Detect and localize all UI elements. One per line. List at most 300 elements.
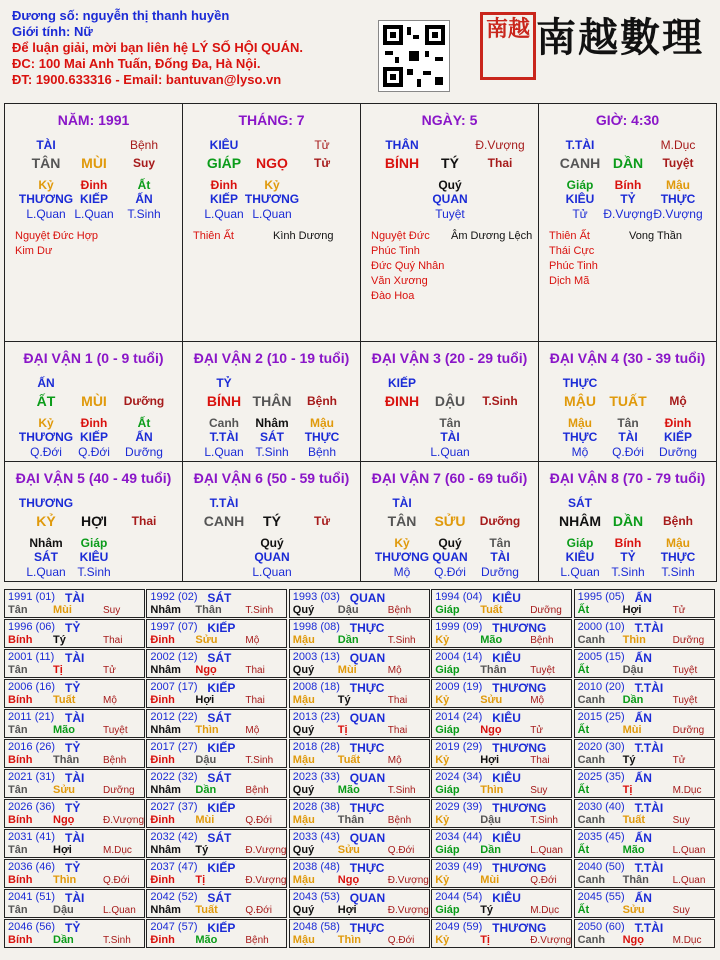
year-can: Bính	[8, 814, 33, 826]
year-cell	[574, 589, 715, 618]
pillar-cell	[182, 103, 361, 342]
cell-gods-text: SÁT	[34, 550, 58, 564]
year-label: 2005 (15)	[577, 651, 625, 663]
cell-phases-text: Tuyệt	[435, 207, 465, 221]
cell-mid-text: Thai	[131, 514, 157, 528]
year-label: 2008 (18)	[292, 681, 340, 693]
year-cell	[4, 739, 145, 768]
year-label: 2041 (51)	[8, 891, 56, 903]
cell-title: ĐẠI VẬN 1 (0 - 9 tuổi)	[23, 350, 164, 366]
year-chi: Hợi	[480, 754, 500, 766]
year-label: 1993 (03)	[292, 591, 340, 603]
year-label: 2024 (34)	[435, 771, 483, 783]
cell-top-text: TÀI	[392, 496, 412, 510]
cell-phases-text: Đ.Vượng	[653, 207, 703, 221]
year-can: Bính	[8, 634, 33, 646]
cell-hidden-text: Quý	[438, 178, 462, 192]
cell-gods-text: THỰC	[562, 430, 598, 444]
year-cell	[574, 919, 715, 948]
note-text: Dịch Mã	[549, 275, 590, 287]
year-phase: Đ.Vượng	[387, 875, 429, 886]
year-star: QUAN	[349, 651, 386, 665]
cell-mid-text: BÍNH	[206, 393, 242, 409]
cell-mid-text: TÝ	[441, 155, 459, 171]
year-phase: Dưỡng	[103, 785, 135, 796]
cell-hidden-text: Quý	[438, 536, 462, 550]
year-phase: T.Sinh	[387, 635, 416, 646]
year-cell	[574, 889, 715, 918]
year-phase: Mộ	[387, 755, 402, 766]
cell-phases-text: L.Quan	[430, 445, 470, 459]
year-label: 2026 (36)	[8, 801, 56, 813]
cell-mid-text: ĐINH	[384, 393, 420, 409]
year-chi: Dần	[337, 634, 359, 646]
year-can: Đinh	[150, 634, 175, 646]
year-phase: Đ.Vượng	[245, 845, 287, 856]
year-cell	[574, 739, 715, 768]
cell-mid-text: Dưỡng	[123, 394, 165, 408]
cell-top-text: T.TÀI	[209, 496, 239, 510]
year-phase: Q.Đới	[530, 875, 557, 886]
cell-hidden-text: Tân	[617, 416, 639, 430]
year-phase: Đ.Vượng	[387, 905, 429, 916]
year-cell	[289, 769, 430, 798]
year-phase: T.Sinh	[103, 935, 131, 946]
cell-hidden-text: Giáp	[80, 536, 108, 550]
year-can: Nhâm	[150, 724, 181, 736]
pillar-cell	[360, 103, 539, 342]
note-text: Nguyệt Đức	[371, 230, 430, 242]
year-phase: Thai	[387, 695, 408, 706]
year-star: THỰC	[349, 741, 385, 755]
year-can: Kỷ	[435, 814, 450, 826]
cell-title: THÁNG: 7	[238, 112, 305, 128]
year-label: 2032 (42)	[150, 831, 198, 843]
cell-phases-text: T.Sinh	[127, 207, 161, 221]
note-text: Phúc Tinh	[549, 260, 598, 272]
cell-gods-text: TỶ	[620, 192, 636, 206]
cell-phases-text: Q.Đới	[434, 565, 466, 579]
cell-top-text: KIẾP	[387, 376, 416, 390]
year-cell	[146, 769, 287, 798]
year-can: Nhâm	[150, 844, 181, 856]
year-can: Ất	[577, 784, 590, 796]
year-cell	[574, 649, 715, 678]
year-chi: Dần	[622, 694, 644, 706]
year-chi: Tý	[195, 844, 209, 856]
year-star: TÀI	[65, 771, 85, 785]
year-phase: Thai	[530, 755, 550, 766]
year-chi: Mão	[337, 784, 360, 796]
year-star: KIÊU	[492, 891, 521, 905]
year-label: 2033 (43)	[292, 831, 340, 843]
year-star: SÁT	[207, 891, 232, 905]
year-phase: Thai	[245, 665, 265, 676]
year-chi: Sửu	[622, 904, 645, 916]
year-chi: Mùi	[337, 664, 357, 676]
year-phase: Đ.Vượng	[103, 815, 145, 826]
year-cell	[431, 649, 572, 678]
year-chi: Ngọ	[337, 874, 360, 886]
year-label: 2006 (16)	[8, 681, 56, 693]
year-label: 2020 (30)	[577, 741, 625, 753]
cell-hidden-text: Ất	[137, 178, 151, 192]
cell-hidden-text: Giáp	[566, 536, 594, 550]
year-phase: Dưỡng	[530, 605, 562, 616]
year-phase: Q.Đới	[387, 935, 415, 946]
cell-phases-text: L.Quan	[204, 445, 244, 459]
year-star: TÀI	[65, 651, 85, 665]
year-label: 1994 (04)	[435, 591, 483, 603]
year-cell	[289, 859, 430, 888]
year-label: 2042 (52)	[150, 891, 198, 903]
year-phase: Bệnh	[103, 755, 127, 766]
year-chi: Thìn	[480, 784, 504, 796]
year-can: Canh	[577, 814, 606, 826]
cell-top-text: Tử	[314, 138, 330, 152]
year-chi: Dần	[480, 844, 501, 856]
cell-top-text: M.Dục	[660, 138, 696, 152]
year-star: KIẾP	[207, 801, 236, 815]
year-chi: Tý	[480, 904, 494, 916]
year-chi: Ngọ	[53, 814, 75, 826]
cell-title: NĂM: 1991	[57, 112, 130, 128]
note-text: Vong Thần	[629, 230, 683, 242]
year-label: 2028 (38)	[292, 801, 340, 813]
cell-gods-text: KIÊU	[565, 192, 595, 206]
year-cell	[574, 799, 715, 828]
year-cell	[431, 889, 572, 918]
year-phase: Bệnh	[245, 785, 269, 796]
cell-phases-text: Q.Đới	[612, 445, 644, 459]
year-label: 2015 (25)	[577, 711, 625, 723]
year-star: KIÊU	[492, 591, 521, 605]
year-chi: Hợi	[195, 694, 215, 706]
year-cell	[4, 829, 145, 858]
year-star: ẤN	[634, 711, 652, 725]
cell-hidden-text: Giáp	[566, 178, 594, 192]
cell-mid-text: CANH	[203, 513, 245, 529]
year-cell	[146, 889, 287, 918]
year-can: Canh	[577, 754, 606, 766]
year-star: ẤN	[634, 591, 652, 605]
year-star: KIẾP	[207, 741, 236, 755]
year-phase: Mộ	[245, 725, 260, 736]
year-can: Quý	[292, 604, 315, 616]
year-phase: Tuyệt	[672, 665, 698, 676]
year-can: Canh	[577, 934, 606, 946]
cell-top-text: Đ.Vượng	[475, 138, 525, 152]
cell-phases-text: Tử	[572, 207, 588, 221]
note-text: Kình Dương	[273, 230, 334, 242]
year-chi: Sửu	[195, 634, 218, 646]
year-can: Đinh	[150, 814, 175, 826]
qr-code-icon[interactable]	[378, 20, 450, 92]
year-chi: Tị	[53, 664, 63, 676]
year-cell	[431, 679, 572, 708]
cell-mid-text: DẦN	[612, 513, 644, 529]
cell-hidden-text: Mậu	[310, 416, 334, 430]
cell-gods-text: THƯƠNG	[374, 550, 430, 564]
cell-top-text: SÁT	[568, 496, 592, 510]
cell-gods-text: KIẾP	[209, 192, 238, 206]
year-can: Nhâm	[150, 664, 181, 676]
year-chi: Tuất	[53, 694, 76, 706]
year-cell	[289, 919, 430, 948]
year-can: Tân	[8, 844, 28, 856]
year-phase: Tử	[530, 725, 543, 736]
pillar-cell	[4, 103, 183, 342]
year-can: Bính	[8, 754, 33, 766]
note-text: Âm Dương Lệch	[451, 230, 533, 242]
year-chi: Dậu	[53, 904, 74, 916]
year-phase: Tử	[103, 665, 116, 676]
year-phase: Tuyệt	[672, 695, 698, 706]
year-label: 2023 (33)	[292, 771, 340, 783]
year-chi: Tuất	[480, 604, 503, 616]
year-chi: Hợi	[53, 844, 72, 856]
cell-mid-text: Suy	[132, 156, 155, 170]
year-label: 2035 (45)	[577, 831, 625, 843]
cell-mid-text: SỬU	[434, 513, 466, 529]
cell-hidden-text: Mậu	[568, 416, 592, 430]
year-can: Nhâm	[150, 784, 181, 796]
cell-hidden-text: Ất	[137, 416, 151, 430]
note-text: Đức Quý Nhân	[371, 260, 445, 272]
year-label: 2027 (37)	[150, 801, 198, 813]
year-star: KIẾP	[207, 921, 236, 935]
year-cell	[4, 769, 145, 798]
year-chi: Tuất	[622, 814, 645, 826]
year-cell	[431, 589, 572, 618]
cell-mid-text: CANH	[559, 155, 601, 171]
year-chi: Dậu	[337, 604, 359, 616]
year-label: 1992 (02)	[150, 591, 198, 603]
dai-van-cell	[4, 461, 183, 582]
cell-phases-text: Đ.Vượng	[603, 207, 653, 221]
cell-title: NGÀY: 5	[421, 112, 478, 128]
year-cell	[289, 889, 430, 918]
cell-phases-text: Q.Đới	[30, 445, 62, 459]
dai-van-cell	[4, 341, 183, 462]
year-star: ẤN	[634, 891, 652, 905]
year-star: THỰC	[349, 921, 385, 935]
dai-van-cell	[360, 341, 539, 462]
year-star: TỶ	[65, 801, 81, 815]
note-text: Đào Hoa	[371, 290, 415, 302]
cell-mid-text: MẬU	[564, 393, 596, 409]
year-can: Canh	[577, 694, 606, 706]
year-phase: Thai	[387, 725, 408, 736]
year-can: Giáp	[435, 724, 460, 736]
cell-phases-text: Dưỡng	[481, 565, 519, 579]
gioi-tinh: Giới tính: Nữ	[12, 24, 93, 39]
year-star: THỰC	[349, 801, 385, 815]
year-chi: Mão	[53, 724, 75, 736]
year-chi: Sửu	[337, 844, 360, 856]
year-phase: Thai	[103, 635, 123, 646]
year-phase: Mộ	[387, 665, 402, 676]
year-phase: Tử	[672, 605, 686, 616]
cell-hidden-text: Canh	[209, 416, 239, 430]
year-star: SÁT	[207, 591, 232, 605]
year-can: Tân	[8, 724, 28, 736]
year-can: Canh	[577, 634, 606, 646]
year-can: Kỷ	[435, 694, 450, 706]
year-phase: Tuyệt	[530, 665, 555, 676]
year-can: Bính	[8, 874, 33, 886]
year-can: Đinh	[150, 694, 175, 706]
cell-hidden-text: Đinh	[80, 416, 108, 430]
cell-top-text: Bệnh	[129, 138, 159, 152]
year-cell	[431, 739, 572, 768]
cell-hidden-text: Tân	[439, 416, 461, 430]
cell-gods-text: TÀI	[440, 430, 460, 444]
year-cell	[4, 889, 145, 918]
year-cell	[574, 859, 715, 888]
year-phase: Mộ	[245, 635, 260, 646]
year-label: 2044 (54)	[435, 891, 483, 903]
year-chi: Thìn	[622, 634, 646, 646]
year-can: Ất	[577, 604, 590, 616]
year-phase: Thai	[245, 695, 265, 706]
cell-phases-text: Bệnh	[307, 445, 337, 459]
year-phase: Bệnh	[387, 815, 412, 826]
year-cell	[431, 799, 572, 828]
year-can: Kỷ	[435, 634, 450, 646]
cell-mid-text: DẬU	[434, 393, 466, 409]
year-can: Giáp	[435, 904, 460, 916]
year-phase: L.Quan	[672, 845, 706, 856]
cell-gods-text: KIÊU	[565, 550, 595, 564]
year-can: Kỷ	[435, 874, 450, 886]
year-can: Quý	[292, 664, 315, 676]
year-phase: L.Quan	[530, 845, 563, 856]
note-text: Thiên Ất	[549, 230, 590, 242]
cell-mid-text: TÝ	[263, 513, 281, 529]
year-label: 1998 (08)	[292, 621, 340, 633]
year-star: T.TÀI	[634, 801, 664, 815]
year-label: 2021 (31)	[8, 771, 56, 783]
cell-hidden-text: Mậu	[666, 536, 690, 550]
cell-hidden-text: Bính	[614, 536, 642, 550]
cell-gods-text: TÀI	[618, 430, 638, 444]
dai-van-cell	[538, 461, 717, 582]
year-star: QUAN	[349, 771, 386, 785]
year-phase: Bệnh	[387, 605, 412, 616]
year-chi: Dậu	[480, 814, 501, 826]
cell-title: ĐẠI VẬN 7 (60 - 69 tuổi)	[371, 470, 528, 486]
year-chi: Mùi	[480, 874, 500, 886]
year-can: Ất	[577, 664, 590, 676]
year-chi: Tý	[53, 634, 66, 646]
note-text: Nguyệt Đức Hợp	[15, 230, 99, 242]
year-can: Mậu	[292, 634, 315, 646]
year-cell	[431, 859, 572, 888]
year-can: Mậu	[292, 934, 315, 946]
cell-mid-text: DẦN	[612, 155, 644, 171]
note-text: Kim Dư	[15, 245, 53, 257]
year-cell	[431, 709, 572, 738]
year-label: 2030 (40)	[577, 801, 625, 813]
cell-mid-text: ẤT	[36, 393, 56, 409]
cell-mid-text: Dưỡng	[479, 514, 521, 528]
dai-van-cell	[182, 341, 361, 462]
year-cell	[4, 649, 145, 678]
year-star: T.TÀI	[634, 921, 664, 935]
year-label: 2036 (46)	[8, 861, 56, 873]
year-star: T.TÀI	[634, 861, 664, 875]
year-star: KIẾP	[207, 681, 236, 695]
year-can: Tân	[8, 604, 28, 616]
year-chi: Mão	[195, 934, 218, 946]
year-phase: T.Sinh	[387, 785, 416, 796]
cell-phases-text: T.Sinh	[611, 565, 645, 579]
cell-hidden-text: Đinh	[80, 178, 108, 192]
cell-hidden-text: Bính	[614, 178, 642, 192]
luan-giai: Để luận giải, mời bạn liên hệ LÝ SỐ HỘI QUÁN.	[12, 40, 303, 55]
year-star: KIẾP	[207, 621, 236, 635]
year-cell	[431, 829, 572, 858]
cell-mid-text: MÙI	[81, 393, 107, 409]
year-label: 2000 (10)	[577, 621, 625, 633]
note-text: Thiên Ất	[193, 230, 234, 242]
cell-top-text: THƯƠNG	[18, 496, 74, 510]
year-label: 2016 (26)	[8, 741, 56, 753]
year-cell	[4, 919, 145, 948]
note-text: Thái Cực	[549, 245, 595, 257]
year-chi: Ngọ	[480, 724, 502, 736]
cell-gods-text: THỰC	[660, 192, 696, 206]
year-star: T.TÀI	[634, 621, 664, 635]
cell-gods-text: QUAN	[432, 192, 468, 206]
year-star: THỰC	[349, 861, 385, 875]
cell-gods-text: ẤN	[135, 430, 153, 444]
year-cell	[289, 589, 430, 618]
year-cell	[289, 739, 430, 768]
cell-title: ĐẠI VẬN 6 (50 - 59 tuổi)	[193, 470, 350, 486]
cell-top-text: TÀI	[36, 138, 56, 152]
year-star: ẤN	[634, 831, 652, 845]
cell-mid-text: BÍNH	[384, 155, 420, 171]
year-cell	[574, 619, 715, 648]
cell-gods-text: ẤN	[135, 192, 153, 206]
year-label: 2034 (44)	[435, 831, 483, 843]
year-star: QUAN	[349, 891, 386, 905]
cell-mid-text: Tử	[313, 156, 331, 170]
year-star: THƯƠNG	[492, 861, 547, 875]
year-can: Ất	[577, 904, 590, 916]
year-cell	[146, 619, 287, 648]
duong-so: Đương số: nguyễn thị thanh huyền	[12, 8, 230, 23]
cell-mid-text: Tử	[313, 514, 331, 528]
year-cell	[146, 799, 287, 828]
year-label: 2046 (56)	[8, 921, 56, 933]
year-star: ẤN	[634, 651, 652, 665]
year-phase: Đ.Vượng	[530, 935, 572, 946]
year-label: 2037 (47)	[150, 861, 198, 873]
year-chi: Tý	[622, 754, 636, 766]
year-cell	[4, 589, 145, 618]
year-label: 1997 (07)	[150, 621, 198, 633]
year-phase: Tuyệt	[103, 725, 128, 736]
year-chi: Tuất	[337, 754, 361, 766]
year-label: 2004 (14)	[435, 651, 483, 663]
year-can: Tân	[8, 784, 28, 796]
dien-thoai[interactable]: ĐT: 1900.633316 - Email: bantuvan@lyso.vn	[12, 72, 282, 87]
year-label: 2043 (53)	[292, 891, 340, 903]
year-label: 2019 (29)	[435, 741, 483, 753]
